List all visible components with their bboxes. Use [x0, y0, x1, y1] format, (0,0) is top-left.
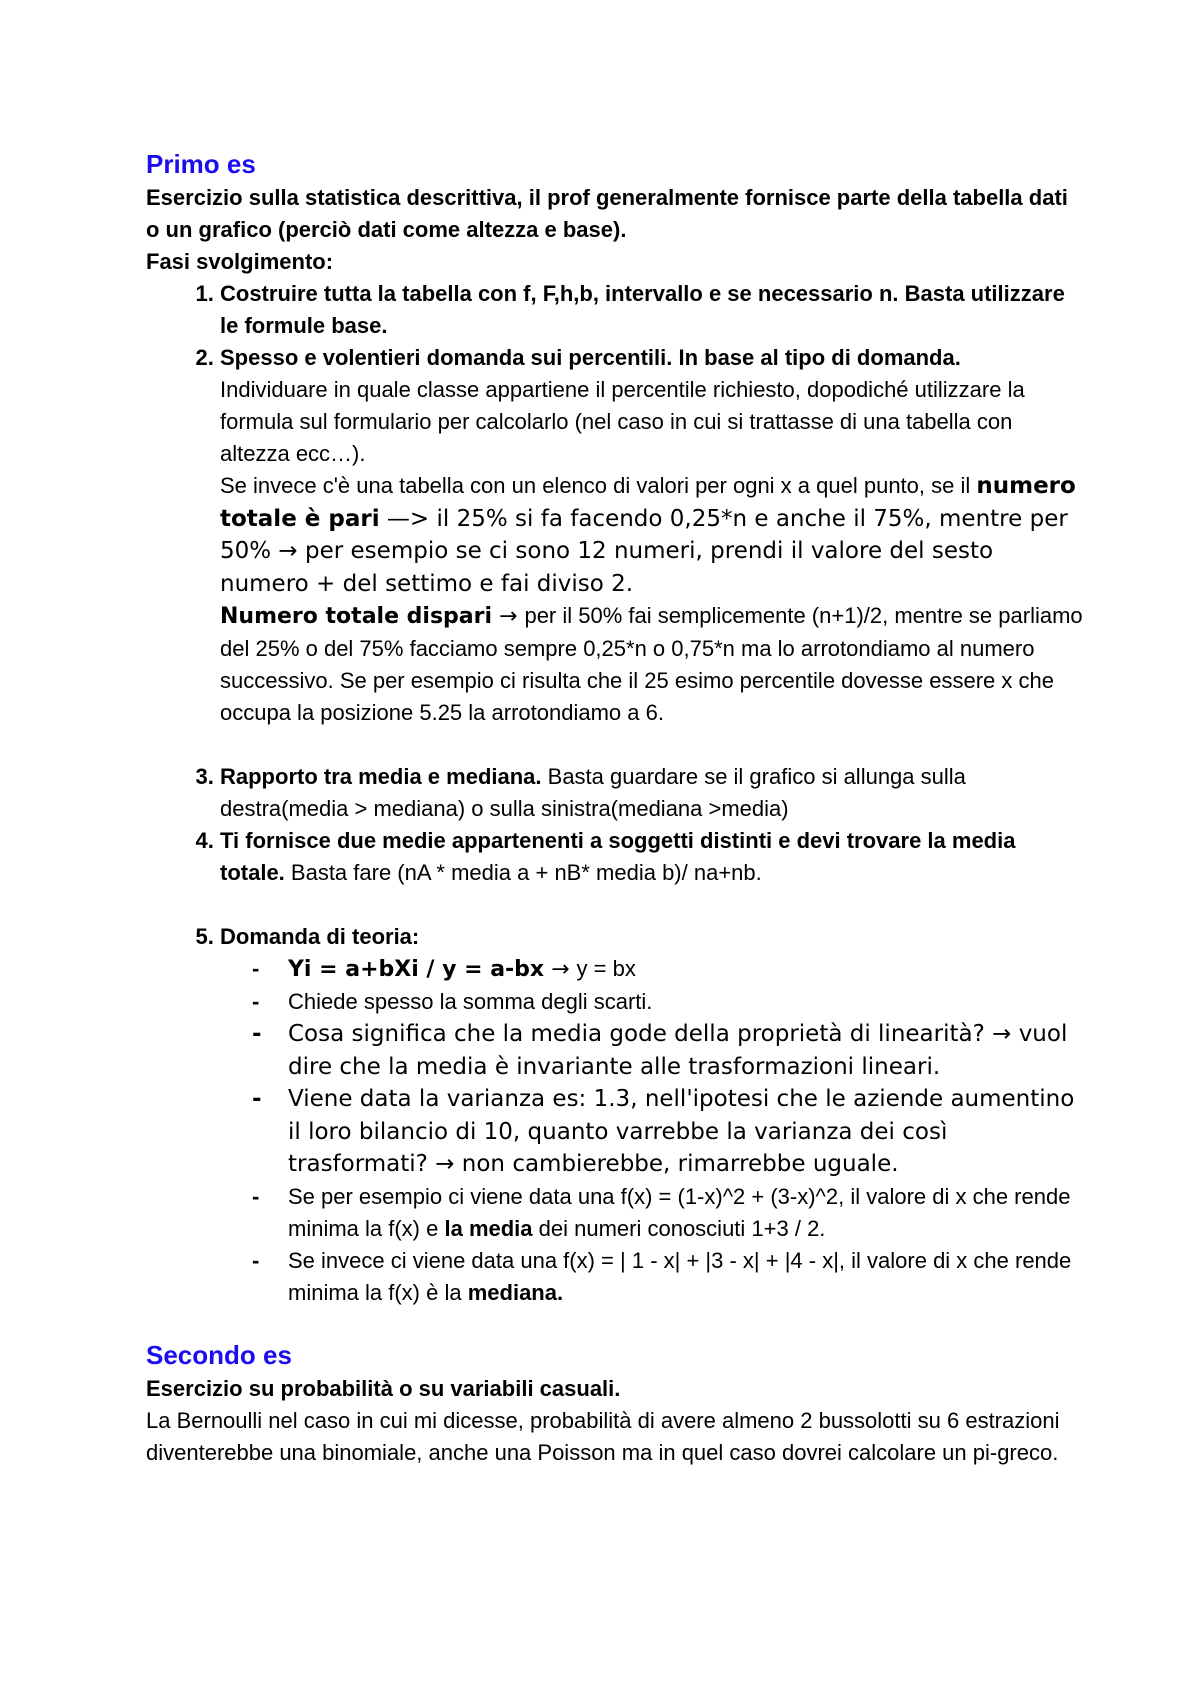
theory-item-5	[288, 1181, 1086, 1245]
step-2	[220, 342, 1086, 761]
step-2-para-2	[220, 470, 1086, 600]
theory-item-6	[288, 1245, 1086, 1309]
theory-1-bold: Yi = a+bXi / y = a-bx	[288, 957, 545, 982]
step-2-para-3a: Numero totale dispari	[220, 604, 493, 629]
theory-5b: la media	[444, 1215, 533, 1241]
theory-item-1	[288, 953, 1086, 986]
theory-1-rest: y = bx	[576, 956, 636, 981]
step-4	[220, 825, 1086, 921]
secondo-text: La Bernoulli nel caso in cui mi dicesse, probabilità di avere almeno 2 bussolotti su 6 estrazioni diventerebbe una binomiale, anche una Poisson ma in quel caso dovrei calcolare un pi-greco.	[146, 1407, 1060, 1465]
step-5-text: Domanda di teoria:	[220, 924, 420, 949]
theory-item-2	[288, 986, 1086, 1018]
theory-2-text: Chiede spesso la somma degli scarti.	[288, 989, 653, 1014]
theory-6a: Se invece ci viene data una f(x) = | 1 - x| + |3 - x| + |4 - x|, il valore di x che rende minima la f(x) è la	[288, 1247, 1072, 1305]
section-title-secondo: Secondo es	[146, 1339, 292, 1370]
step-1	[220, 278, 1086, 342]
step-2-para-3b: →	[492, 604, 525, 629]
step-3-bold: Rapporto tra media e mediana.	[220, 764, 542, 789]
theory-4-text: Viene data la varianza es: 1.3, nell'ipotesi che le aziende aumentino il loro bilancio di 10, quanto varrebbe la varianza dei così trasformati? → non cambierebbe, rimarrebbe uguale.	[288, 1086, 1075, 1177]
step-4-rest: Basta fare (nA * media a + nB* media b)/ na+nb.	[284, 860, 762, 885]
step-2-heading: 2. Spesso e volentieri domanda sui percentili. In base al tipo di domanda.	[220, 345, 961, 370]
step-2-para-2a: Se invece c'è una tabella con un elenco di valori per ogni x a quel punto, se il	[220, 473, 977, 498]
step-5	[220, 921, 1086, 1309]
theory-1-arrow: →	[544, 957, 577, 982]
theory-3-text: Cosa significa che la media gode della proprietà di linearità? → vuol dire che la media è invariante alle trasformazioni lineari.	[288, 1021, 1068, 1080]
step-2-para-2c: —> il 25% si fa facendo 0,25*n e anche il 75%, mentre per 50% → per esempio se ci sono 12 numeri, prendi il valore del sesto numero + del settimo e fai diviso 2.	[220, 505, 1068, 597]
fasi-heading: Fasi svolgimento:	[146, 249, 334, 274]
theory-5a: Se per esempio ci viene data una f(x) = (1-x)^2 + (3-x)^2, il valore di x che rende minima la f(x) e	[288, 1183, 1071, 1241]
theory-list	[214, 953, 1086, 1309]
steps-list	[146, 278, 1086, 1309]
step-3	[220, 761, 1086, 825]
step-1-text: Costruire tutta la tabella con f, F,h,b, intervallo e se necessario n. Basta utilizzare le formule base.	[220, 281, 1065, 338]
section-title-primo: Primo es	[146, 149, 256, 179]
theory-5c: dei numeri conosciuti 1+3 / 2.	[532, 1215, 826, 1241]
step-3-rest: Basta guardare se il grafico si allunga sulla destra(media > mediana) o sulla sinistra(mediana >media)	[220, 764, 966, 821]
step-2-para-3	[220, 600, 1086, 729]
step-2-para-3c: per il 50% fai semplicemente (n+1)/2, mentre se parliamo del 25% o del 75% facciamo sempre 0,25*n o 0,75*n ma lo arrotondiamo al numero successivo. Se per esempio ci risulta che il 25 esimo percentile dovesse essere x che occupa la posizione 5.25 la arrotondiamo a 6.	[220, 603, 1083, 725]
step-4-bold: Ti fornisce due medie appartenenti a soggetti distinti e devi trovare la media totale.	[220, 828, 1016, 885]
document-page	[146, 140, 1086, 1469]
step-2-para-1: Individuare in quale classe appartiene il percentile richiesto, dopodiché utilizzare la formula sul formulario per calcolarlo (nel caso in cui si trattasse di una tabella con altezza ecc…).	[220, 377, 1025, 466]
theory-item-4	[288, 1083, 1086, 1181]
theory-item-3	[288, 1018, 1086, 1083]
step-2-para-2b: numero totale è pari	[220, 473, 1076, 532]
primo-intro: Esercizio sulla statistica descrittiva, il prof generalmente fornisce parte della tabella dati o un grafico (perciò dati come altezza e base).	[146, 185, 1068, 242]
theory-6b: mediana.	[467, 1279, 564, 1305]
secondo-intro: Esercizio su probabilità o su variabili casuali.	[146, 1375, 621, 1401]
